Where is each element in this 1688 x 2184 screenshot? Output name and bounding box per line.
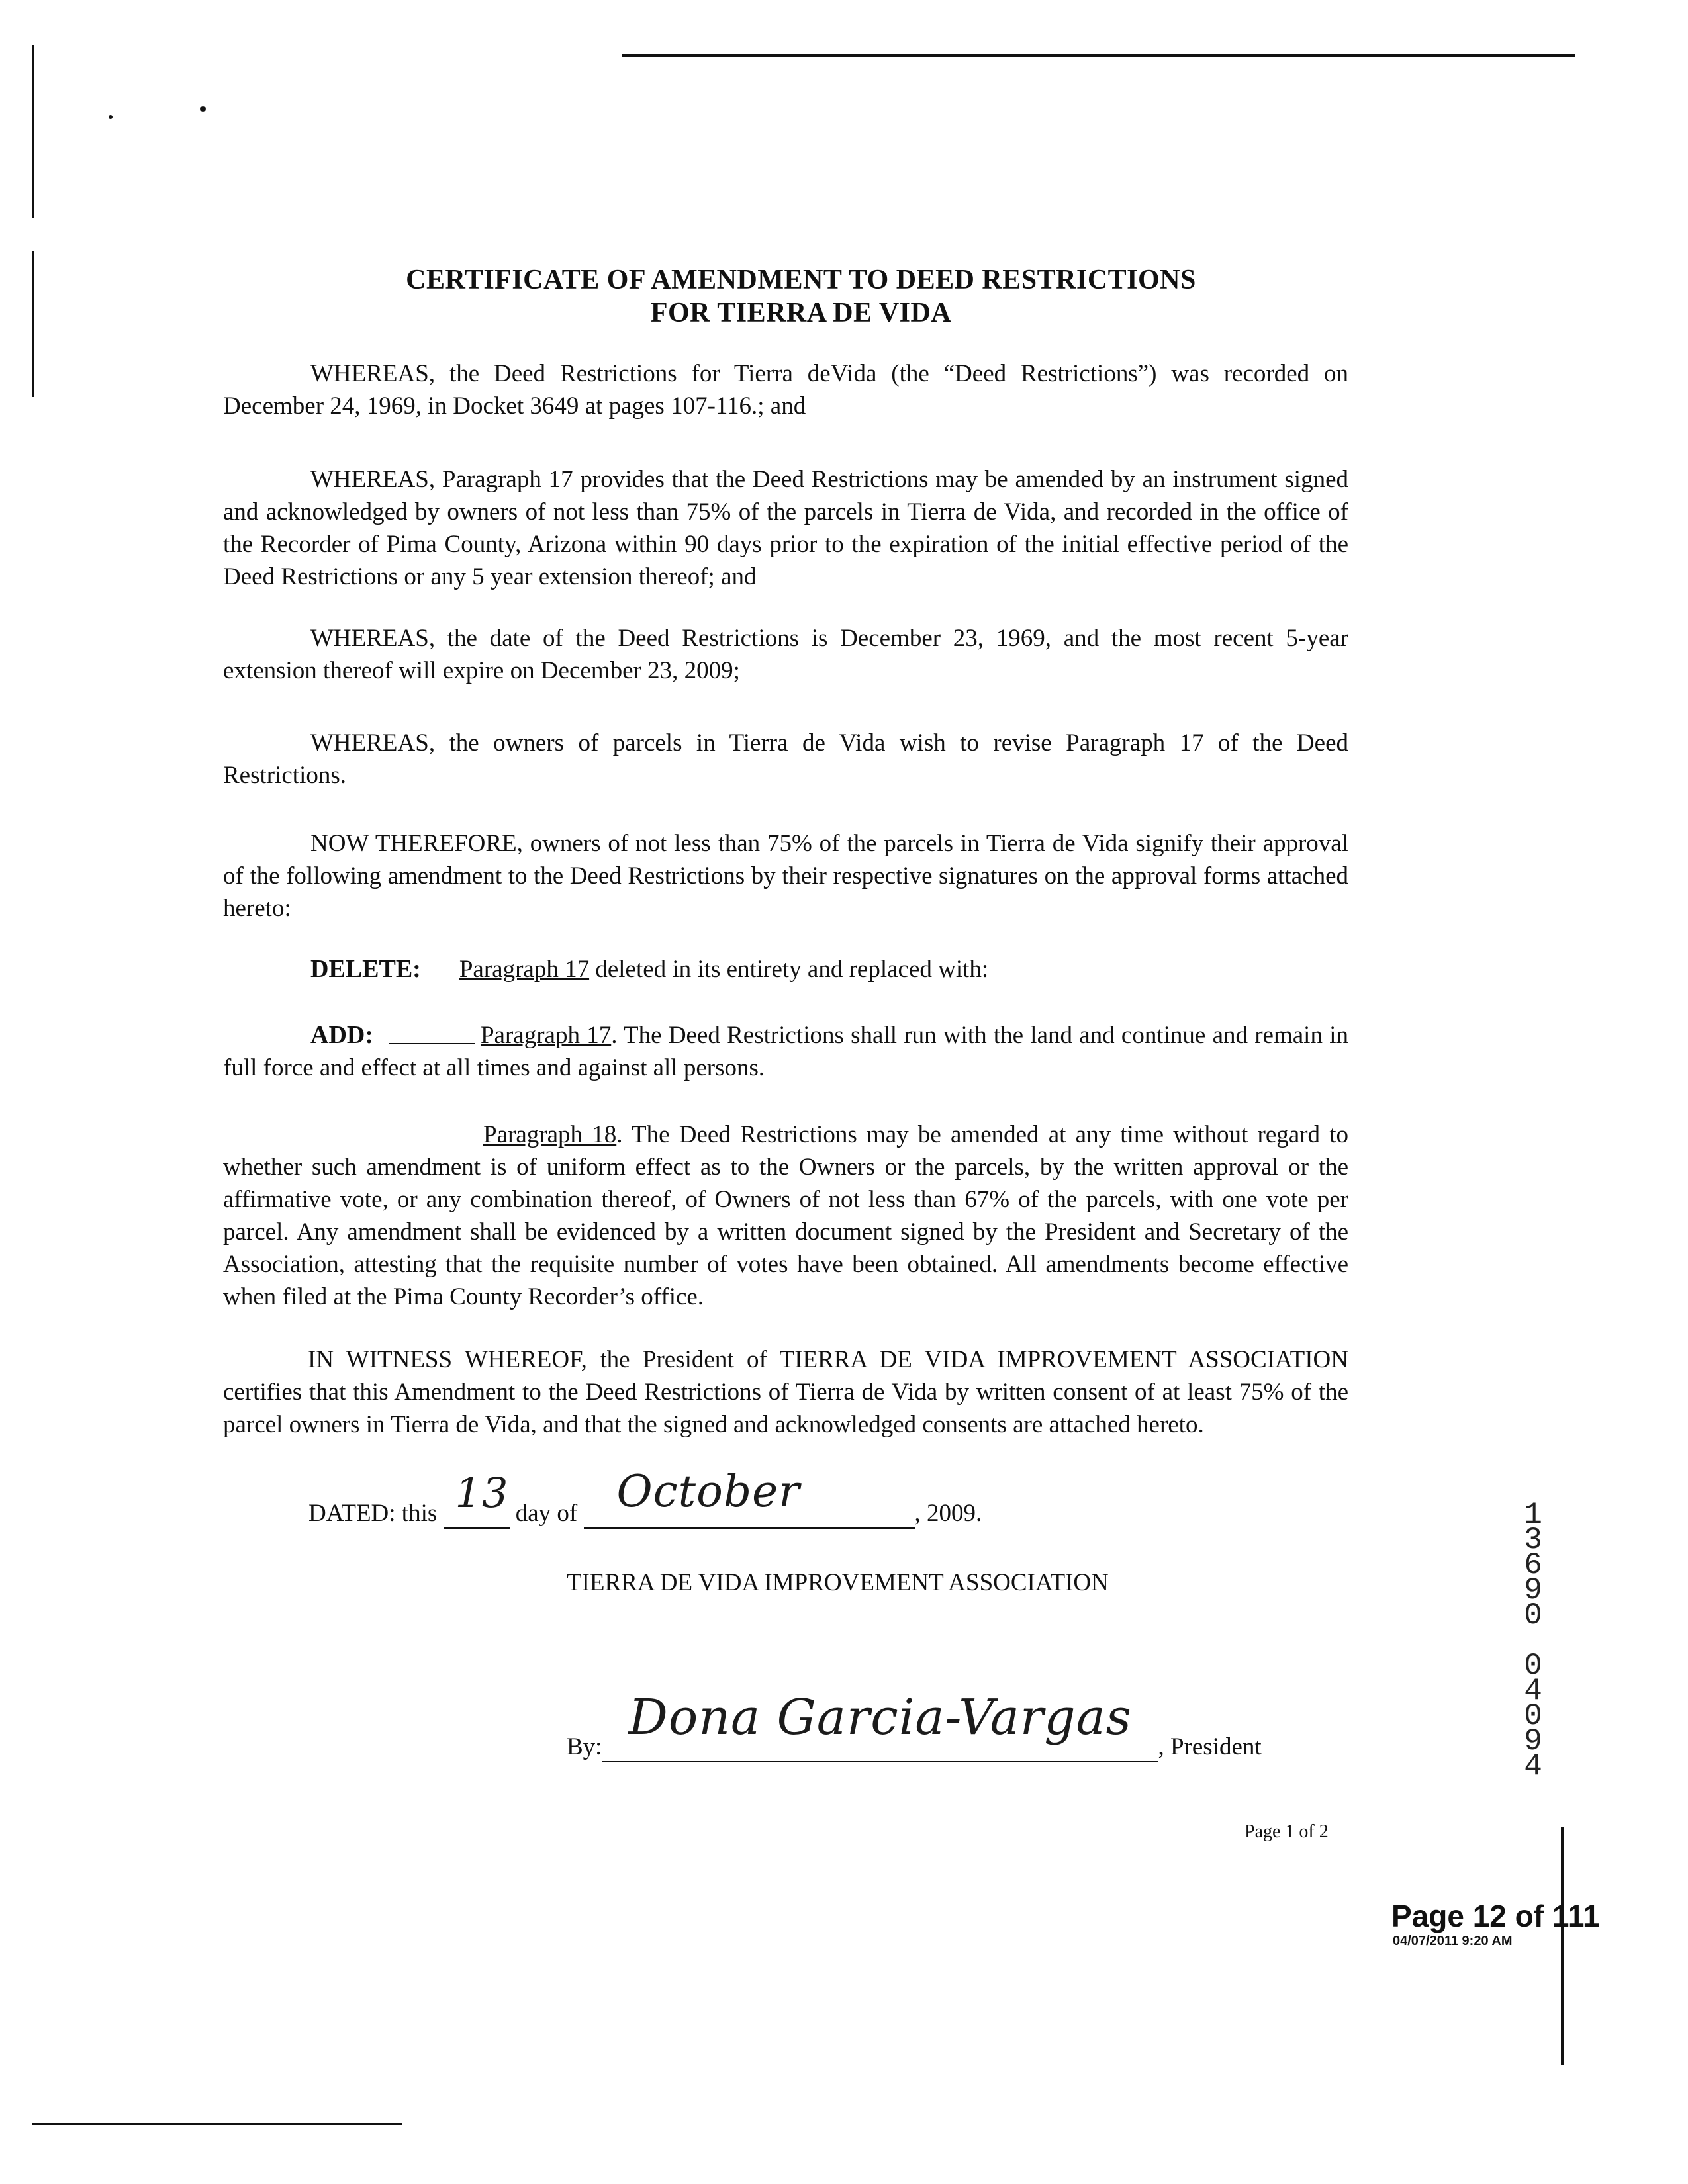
add-label: ADD: xyxy=(310,1021,373,1049)
dated-line xyxy=(308,1466,982,1529)
whereas-paragraph-1: WHEREAS, the Deed Restrictions for Tierra deVida (the “Deed Restrictions”) was recorded on December 24, 1969, in Docket 3649 at pages 107-116.; and xyxy=(223,360,1348,420)
scan-dot xyxy=(200,106,206,112)
paragraph-18-text: . The Deed Restrictions may be amended at any time without regard to whether such amendment is of uniform effect as to the Owners or the parcels, by the written approval or the affirmative vote, or any combination thereof, of Owners of not less than 67% of the parcels, with one vote per parcel. Any amendment shall be evidenced by a written document signed by the President and Secretary of the Association, attesting that the requisite number of votes have been obtained. All amendments become effective when filed at the Pima County Recorder’s office. xyxy=(223,1121,1348,1310)
delete-text: deleted in its entirety and replaced with: xyxy=(589,956,989,983)
dated-month-handwritten: October xyxy=(616,1466,800,1517)
bottom-left-rule xyxy=(32,2123,402,2125)
right-edge-line xyxy=(1561,1827,1564,2065)
paragraph-18-clause xyxy=(223,1118,1348,1313)
signature-by-label: By: xyxy=(567,1733,602,1760)
delete-clause xyxy=(223,953,1348,985)
signature-title: , President xyxy=(1158,1733,1262,1760)
witness-paragraph: IN WITNESS WHEREOF, the President of TIERRA DE VIDA IMPROVEMENT ASSOCIATION certifies that this Amendment to the Deed Restrictions of Tierra de Vida by written consent of at least 75% of the parcel owners in Tierra de Vida, and that the signed and acknowledged consents are attached hereto. xyxy=(223,1346,1348,1438)
add-clause xyxy=(223,1019,1348,1084)
scan-dot-small xyxy=(109,115,113,119)
signature-line xyxy=(567,1689,1262,1762)
signature-handwritten: Dona Garcia-Vargas xyxy=(628,1689,1132,1746)
add-blank-line xyxy=(389,1023,475,1044)
association-name: TIERRA DE VIDA IMPROVEMENT ASSOCIATION xyxy=(567,1569,1109,1596)
dated-day-field xyxy=(444,1469,510,1529)
document-title xyxy=(0,263,1602,330)
delete-label: DELETE: xyxy=(310,955,421,983)
delete-paragraph-ref: Paragraph 17 xyxy=(459,956,590,983)
add-text: . The Deed Restrictions shall run with the land and continue and remain in full force and effect at all times and against all persons. xyxy=(223,1022,1348,1081)
now-therefore-paragraph: NOW THEREFORE, owners of not less than 75% of the parcels in Tierra de Vida signify their approval of the following amendment to the Deed Restrictions by their respective signatures on the approval forms attached hereto: xyxy=(223,830,1348,922)
dated-day-handwritten: 13 xyxy=(455,1469,509,1517)
dated-prefix: DATED: this xyxy=(308,1500,438,1527)
dated-mid: day of xyxy=(515,1500,578,1527)
add-paragraph-ref: Paragraph 17 xyxy=(480,1022,612,1049)
page-of-label: Page 1 of 2 xyxy=(1244,1821,1329,1842)
footer-timestamp: 04/07/2011 9:20 AM xyxy=(1393,1934,1513,1948)
footer-page-number: Page 12 of 111 xyxy=(1391,1899,1600,1933)
whereas-paragraph-3: WHEREAS, the date of the Deed Restrictions is December 23, 1969, and the most recent 5-year extension thereof will expire on December 23, 2009; xyxy=(223,625,1348,684)
whereas-paragraph-4: WHEREAS, the owners of parcels in Tierra de Vida wish to revise Paragraph 17 of the Deed Restrictions. xyxy=(223,729,1348,789)
top-rule xyxy=(622,54,1575,57)
dated-year: , 2009. xyxy=(914,1500,982,1527)
left-edge-mark-top xyxy=(32,45,34,218)
paragraph-18-ref: Paragraph 18 xyxy=(483,1121,617,1148)
signature-field xyxy=(602,1689,1158,1762)
whereas-paragraph-2: WHEREAS, Paragraph 17 provides that the Deed Restrictions may be amended by an instrument signed and acknowledged by owners of not less than 75% of the parcels in Tierra de Vida, and recorded in the office of the Recorder of Pima County, Arizona within 90 days prior to the expiration of the initial effective period of the Deed Restrictions or any 5 year extension thereof; and xyxy=(223,466,1348,590)
title-line-1: CERTIFICATE OF AMENDMENT TO DEED RESTRICTIONS xyxy=(406,265,1196,295)
docket-stamp: 1 3 6 9 0 0 4 0 9 4 xyxy=(1524,1498,1542,1784)
dated-month-field xyxy=(584,1466,915,1529)
title-line-2: FOR TIERRA DE VIDA xyxy=(650,298,952,328)
